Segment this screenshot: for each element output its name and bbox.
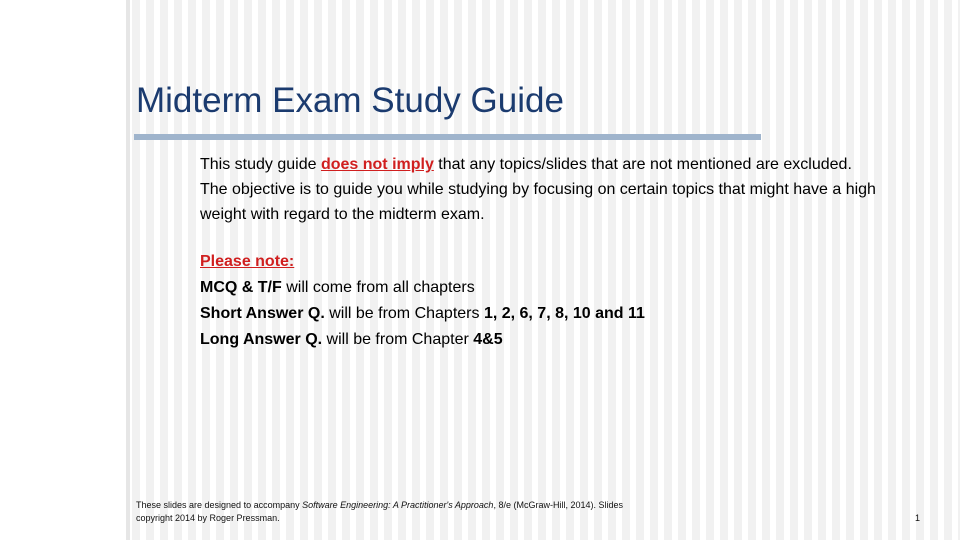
note-line-mcq <box>200 275 920 301</box>
footer-book-title: Software Engineering: A Practitioner's Approach <box>302 500 494 510</box>
note-label-long-answer: Long Answer Q. <box>200 331 323 348</box>
note-line-long-answer <box>200 327 920 353</box>
slide-title: Midterm Exam Study Guide <box>136 81 564 120</box>
footer-text-after: , 8/e (McGraw-Hill, 2014). Slides <box>493 500 623 510</box>
note-label-mcq: MCQ & T/F <box>200 279 282 296</box>
note-chapters-short-answer: 1, 2, 6, 7, 8, 10 and 11 <box>483 305 645 322</box>
notes-section <box>200 249 920 353</box>
note-line-short-answer <box>200 301 920 327</box>
note-heading: Please note: <box>200 253 295 270</box>
slide-footer <box>136 499 736 525</box>
footer-line-2: copyright 2014 by Roger Pressman. <box>136 513 280 523</box>
note-chapters-long-answer: 4&5 <box>473 331 503 348</box>
note-heading-line <box>200 249 920 275</box>
slide-body <box>200 152 920 353</box>
footer-line-1 <box>136 499 736 512</box>
left-margin-edge <box>126 0 130 540</box>
note-label-short-answer: Short Answer Q. <box>200 305 325 322</box>
footer-text-before: These slides are designed to accompany <box>136 500 303 510</box>
title-underline-rule <box>134 134 761 140</box>
page-number: 1 <box>914 513 920 523</box>
note-text-long-answer: will be from Chapter <box>322 331 474 348</box>
intro-paragraph <box>200 152 920 177</box>
objective-paragraph: The objective is to guide you while studying by focusing on certain topics that might have a high weight with regard to the midterm exam. <box>200 181 876 223</box>
note-text-mcq: will come from all chapters <box>281 279 475 296</box>
intro-text-before: This study guide <box>200 156 321 173</box>
note-text-short-answer: will be from Chapters <box>324 305 484 322</box>
left-margin-band <box>0 0 126 540</box>
intro-emphasis: does not imply <box>320 156 434 173</box>
intro-text-after: that any topics/slides that are not mentioned are excluded. <box>433 156 852 173</box>
